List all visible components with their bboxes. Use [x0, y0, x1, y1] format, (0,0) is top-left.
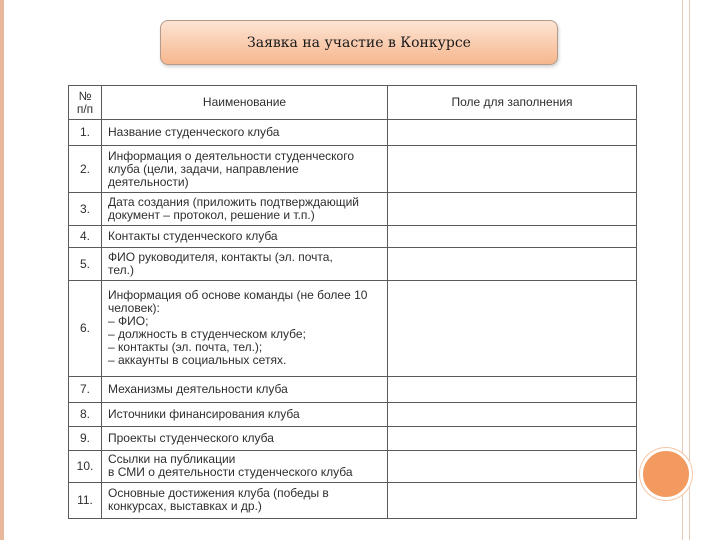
row-item-line: конкурсах, выставках и др.) [108, 499, 262, 514]
row-number: 5. [69, 248, 102, 281]
application-form-table [68, 85, 637, 519]
row-item-line: Проекты студенческого клуба [108, 430, 274, 445]
row-item-name [102, 402, 388, 426]
row-item-line: – аккаунты в социальных сетях. [108, 353, 287, 368]
row-number: 9. [69, 426, 102, 450]
row-item-name [102, 146, 388, 193]
row-item-line: Источники финансирования клуба [108, 406, 300, 421]
row-item-name [102, 120, 388, 146]
row-item-line: Название студенческого клуба [108, 125, 280, 140]
table-row [69, 482, 637, 518]
row-item-line: – ФИО; [108, 314, 149, 329]
table-row [69, 281, 637, 376]
row-number: 7. [69, 376, 102, 402]
decorative-orange-circle [640, 448, 692, 500]
row-fill-field[interactable] [388, 193, 637, 226]
header-name: Наименование [102, 86, 388, 120]
row-item-line: деятельности) [108, 174, 189, 189]
row-item-line: ФИО руководителя, контакты (эл. почта, [108, 250, 333, 265]
table-row [69, 120, 637, 146]
table-row [69, 193, 637, 226]
row-item-line: человек): [108, 301, 160, 316]
row-item-name [102, 376, 388, 402]
row-item-name [102, 482, 388, 518]
row-number: 2. [69, 146, 102, 193]
table-row [69, 226, 637, 248]
row-fill-field[interactable] [388, 376, 637, 402]
row-fill-field[interactable] [388, 281, 637, 376]
row-item-name [102, 426, 388, 450]
row-item-name [102, 193, 388, 226]
row-item-line: документ – протокол, решение и т.п.) [108, 208, 315, 223]
row-item-line: Основные достижения клуба (победы в [108, 486, 329, 501]
row-item-name [102, 450, 388, 482]
header-number-abbr: п/п [76, 101, 94, 116]
row-fill-field[interactable] [388, 146, 637, 193]
row-number: 11. [69, 482, 102, 518]
row-item-line: – должность в студенческом клубе; [108, 327, 306, 342]
table-row [69, 248, 637, 281]
row-fill-field[interactable] [388, 226, 637, 248]
row-item-line: Информация о деятельности студенческого [108, 148, 355, 163]
row-item-name [102, 248, 388, 281]
row-fill-field[interactable] [388, 482, 637, 518]
row-number: 10. [69, 450, 102, 482]
row-item-name [102, 226, 388, 248]
row-item-line: Ссылки на публикации [108, 452, 236, 467]
table-header-row [69, 86, 637, 120]
header-number-symbol: № [78, 88, 92, 103]
table-row [69, 146, 637, 193]
row-item-line: Контакты студенческого клуба [108, 229, 278, 244]
row-number: 3. [69, 193, 102, 226]
row-item-line: тел.) [108, 263, 134, 278]
row-item-name [102, 281, 388, 376]
row-number: 4. [69, 226, 102, 248]
row-item-line: Дата создания (приложить подтверждающий [108, 195, 359, 210]
row-fill-field[interactable] [388, 248, 637, 281]
header-field: Поле для заполнения [388, 86, 637, 120]
row-number: 1. [69, 120, 102, 146]
row-item-line: Механизмы деятельности клуба [108, 381, 288, 396]
page-title: Заявка на участие в Конкурсе [160, 20, 558, 65]
row-fill-field[interactable] [388, 120, 637, 146]
table-row [69, 402, 637, 426]
row-fill-field[interactable] [388, 402, 637, 426]
row-fill-field[interactable] [388, 450, 637, 482]
row-item-line: Информация об основе команды (не более 10 [108, 288, 368, 303]
row-fill-field[interactable] [388, 426, 637, 450]
row-item-line: в СМИ о деятельности студенческого клуба [108, 465, 353, 480]
row-item-line: – контакты (эл. почта, тел.); [108, 340, 263, 355]
row-item-line: клуба (цели, задачи, направление [108, 161, 299, 176]
row-number: 8. [69, 402, 102, 426]
table-row [69, 450, 637, 482]
table-row [69, 376, 637, 402]
row-number: 6. [69, 281, 102, 376]
left-border-stripe [0, 0, 4, 540]
table-row [69, 426, 637, 450]
header-number [69, 86, 102, 120]
